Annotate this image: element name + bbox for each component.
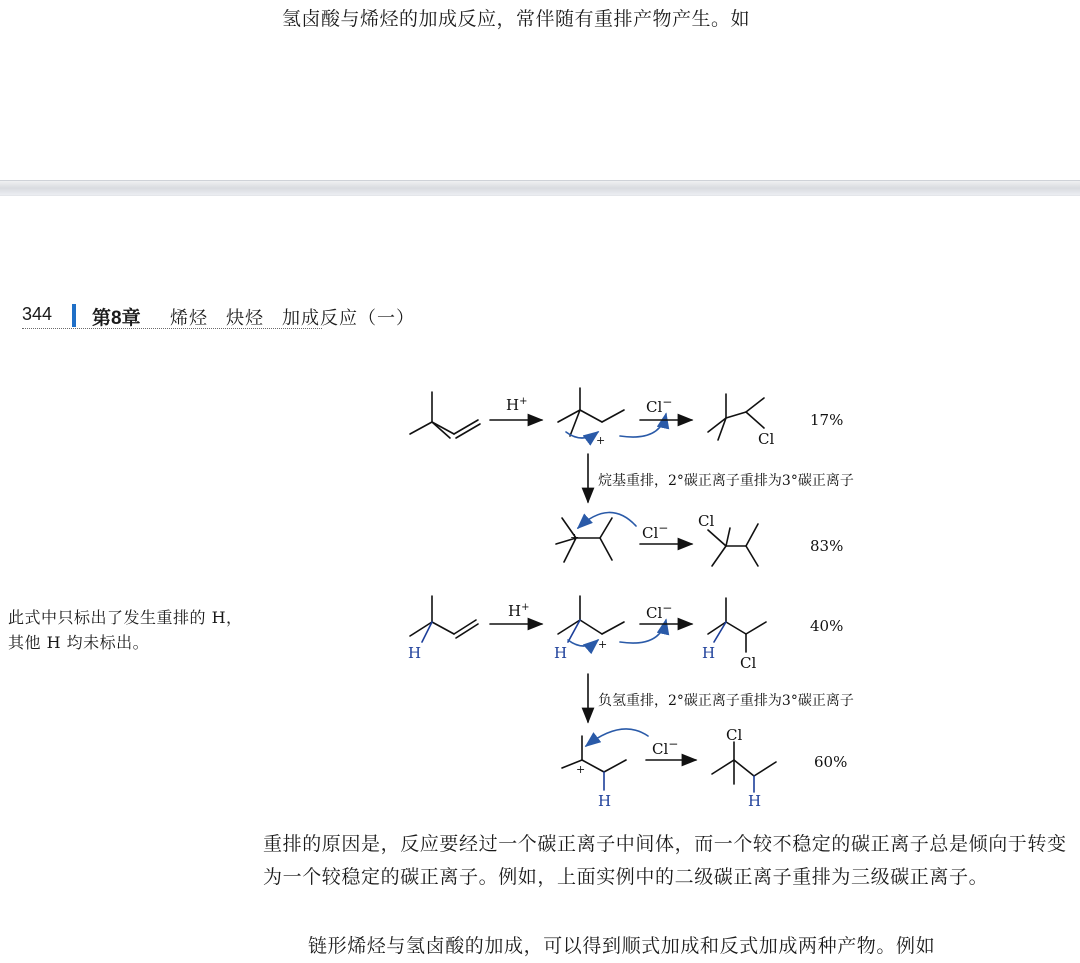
chapter-label: 第8章	[92, 308, 141, 329]
step-label: 烷基重排，2°碳正离子重排为3°碳正离子	[598, 473, 854, 489]
curved-arrow	[620, 414, 666, 437]
step-label: 负氢重排，2°碳正离子重排为3°碳正离子	[598, 693, 854, 709]
atom-cl: Cl	[740, 654, 757, 672]
atom-h: H	[408, 644, 422, 662]
curved-arrow	[568, 640, 598, 646]
carbocation-secondary	[558, 388, 624, 436]
product-17	[708, 394, 764, 440]
carbocation-secondary-h	[558, 596, 624, 642]
carbocation-tertiary-h	[562, 736, 626, 790]
curved-arrow	[586, 729, 648, 746]
reagent-cl-minus: Cl−	[646, 395, 673, 416]
reagent-h-plus: H+	[508, 602, 530, 620]
chapter-title: 烯烃 炔烃 加成反应（一）	[170, 308, 416, 328]
cation-charge: +	[596, 434, 606, 447]
page-header	[22, 302, 1080, 330]
atom-cl: Cl	[758, 430, 775, 448]
atom-h: H	[748, 792, 762, 810]
atom-cl: Cl	[726, 726, 743, 744]
cation-charge: +	[570, 531, 580, 544]
cation-charge: +	[576, 763, 586, 776]
atom-h: H	[554, 644, 568, 662]
reagent-cl-minus: Cl−	[646, 601, 673, 622]
yield-label: 40%	[810, 617, 844, 635]
product-83	[708, 524, 758, 566]
atom-h: H	[598, 792, 612, 810]
atom-cl: Cl	[698, 512, 715, 530]
product-60	[712, 742, 776, 792]
reagent-cl-minus: Cl−	[652, 737, 679, 758]
reagent-cl-minus: Cl−	[642, 521, 669, 542]
reaction-scheme	[390, 380, 950, 820]
cation-charge: +	[598, 638, 608, 651]
header-dotted-rule	[22, 328, 322, 329]
molecule-3-methyl-1-butene	[410, 596, 478, 642]
yield-label: 60%	[814, 753, 848, 771]
yield-label: 17%	[810, 411, 844, 429]
body-paragraph: 链形烯烃与氢卤酸的加成，可以得到顺式加成和反式加成两种产物。例如	[308, 935, 936, 957]
top-text-line: 氢卤酸与烯烃的加成反应，常伴随有重排产物产生。如	[282, 8, 751, 30]
reagent-h-plus: H+	[506, 396, 528, 414]
body-paragraph: 重排的原因是，反应要经过一个碳正离子中间体，而一个较不稳定的碳正离子总是倾向于转变为一个较稳定的碳正离子。例如，上面实例中的二级碳正离子重排为三级碳正离子。	[263, 833, 1067, 888]
product-40	[708, 598, 766, 652]
page-separator	[0, 180, 1080, 196]
page-number: 344	[22, 304, 53, 324]
header-accent-bar	[72, 304, 76, 327]
yield-label: 83%	[810, 537, 844, 555]
atom-h: H	[702, 644, 716, 662]
margin-note: 此式中只标出了发生重排的 H，其他 H 均未标出。	[8, 608, 243, 652]
molecule-3,3-dimethyl-1-butene	[410, 392, 480, 438]
carbocation-tertiary	[556, 518, 612, 562]
